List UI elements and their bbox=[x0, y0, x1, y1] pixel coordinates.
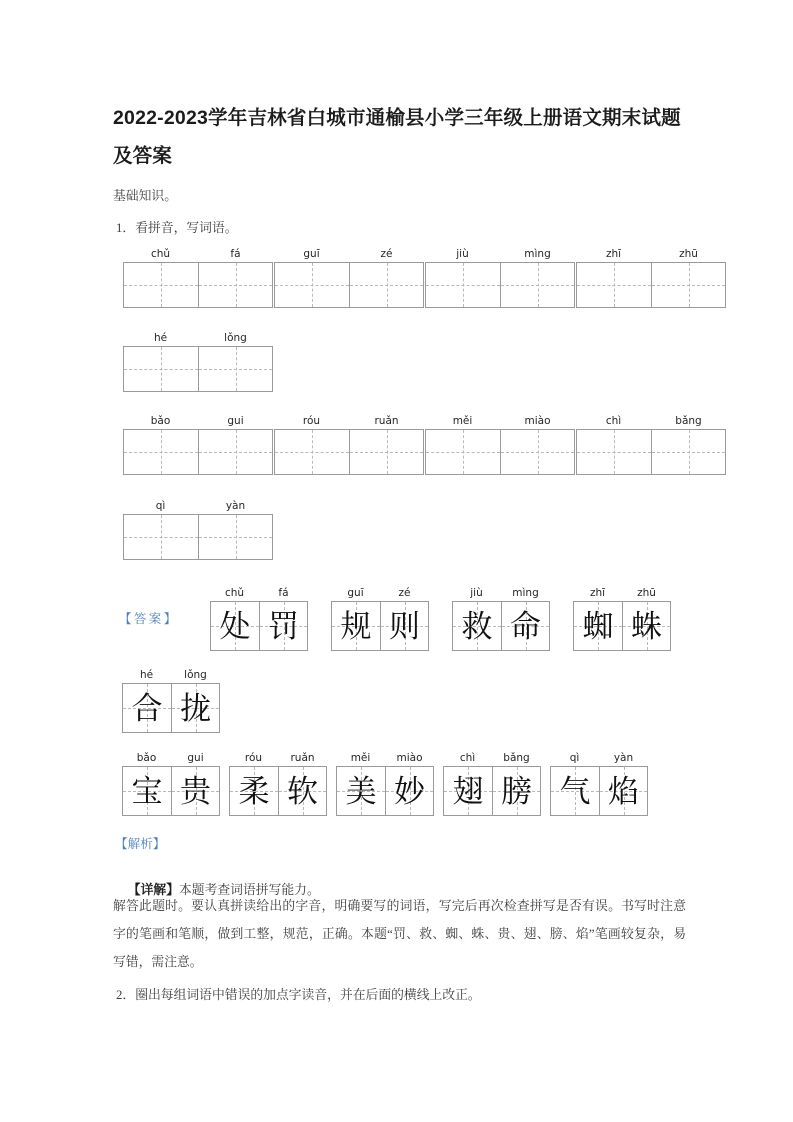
answer-char: 处 bbox=[219, 608, 251, 644]
grid-cell bbox=[171, 767, 219, 815]
answer-grid-group-2 bbox=[331, 587, 429, 651]
grid-cell bbox=[551, 767, 599, 815]
pinyin-row bbox=[331, 587, 429, 601]
pinyin-label: qì bbox=[569, 752, 580, 764]
grid-cell[interactable] bbox=[124, 347, 198, 391]
answer-char: 合 bbox=[131, 690, 163, 726]
pinyin-label: miào bbox=[396, 752, 423, 764]
pinyin-label: yàn bbox=[613, 752, 634, 764]
tianzige-grid[interactable] bbox=[425, 262, 575, 308]
pinyin-row bbox=[229, 752, 327, 766]
pinyin-label: zé bbox=[380, 248, 393, 260]
detail-label: 【详解】 bbox=[127, 883, 179, 897]
pinyin-label: qì bbox=[155, 500, 166, 512]
answer-char: 美 bbox=[345, 773, 377, 809]
pinyin-grid-group-6 bbox=[123, 415, 273, 475]
tianzige-grid bbox=[229, 766, 327, 816]
tianzige-grid bbox=[122, 766, 220, 816]
pinyin-label: chì bbox=[459, 752, 476, 764]
grid-cell bbox=[123, 767, 171, 815]
pinyin-row bbox=[210, 587, 308, 601]
pinyin-label: róu bbox=[244, 752, 263, 764]
answer-char: 膀 bbox=[501, 773, 532, 809]
answer-char: 贵 bbox=[180, 773, 211, 809]
answer-char: 规 bbox=[340, 608, 372, 644]
tianzige-grid[interactable] bbox=[576, 262, 726, 308]
pinyin-label: zé bbox=[398, 587, 411, 599]
grid-cell[interactable] bbox=[651, 263, 725, 307]
grid-cell bbox=[337, 767, 385, 815]
answer-grid-group-10 bbox=[550, 752, 648, 816]
grid-cell[interactable] bbox=[198, 263, 272, 307]
pinyin-label: hé bbox=[153, 332, 168, 344]
pinyin-label: zhī bbox=[605, 248, 622, 260]
pinyin-row bbox=[573, 587, 671, 601]
pinyin-label: chì bbox=[605, 415, 622, 427]
grid-cell bbox=[123, 684, 171, 732]
pinyin-label: zhū bbox=[637, 587, 656, 599]
tianzige-grid bbox=[210, 601, 308, 651]
answer-grid-group-4 bbox=[573, 587, 671, 651]
pinyin-label: mìng bbox=[512, 587, 539, 599]
answer-char: 气 bbox=[559, 773, 591, 809]
tianzige-grid bbox=[336, 766, 434, 816]
answer-grid-group-6 bbox=[122, 752, 220, 816]
grid-cell bbox=[278, 767, 326, 815]
pinyin-label: chǔ bbox=[224, 587, 245, 599]
pinyin-label: mìng bbox=[524, 248, 551, 260]
answer-grid-group-1 bbox=[210, 587, 308, 651]
pinyin-grid-group-2 bbox=[274, 248, 424, 308]
grid-cell[interactable] bbox=[198, 430, 272, 474]
pinyin-label: bǎng bbox=[675, 415, 702, 427]
pinyin-label: lǒng bbox=[224, 332, 247, 344]
grid-cell bbox=[259, 602, 307, 650]
pinyin-label: zhū bbox=[679, 248, 698, 260]
tianzige-grid bbox=[122, 683, 220, 733]
pinyin-label: chǔ bbox=[150, 248, 171, 260]
pinyin-label: jiù bbox=[470, 587, 483, 599]
pinyin-label: guī bbox=[303, 248, 320, 260]
grid-cell[interactable] bbox=[124, 515, 198, 559]
explanation-text: 解答此题时。要认真拼读给出的字音，明确要写的词语，写完后再次检查拼写是否有误。书写时注意字的笔画和笔顺，做到工整，规范，正确。本题“罚、救、蜘、蛛、贵、翅、膀、焰”笔画较复杂，易写错，需注意。 bbox=[113, 899, 686, 969]
tianzige-grid bbox=[550, 766, 648, 816]
pinyin-row bbox=[274, 415, 424, 429]
grid-cell bbox=[380, 602, 428, 650]
pinyin-grid-group-9 bbox=[576, 415, 726, 475]
grid-cell bbox=[599, 767, 647, 815]
grid-cell[interactable] bbox=[426, 263, 500, 307]
grid-cell bbox=[453, 602, 501, 650]
pinyin-row bbox=[122, 669, 220, 683]
pinyin-label: róu bbox=[302, 415, 321, 427]
grid-cell bbox=[230, 767, 278, 815]
answer-char: 则 bbox=[389, 608, 420, 644]
answer-char: 宝 bbox=[131, 773, 163, 809]
pinyin-row bbox=[452, 587, 550, 601]
answer-grid-group-5 bbox=[122, 669, 220, 733]
pinyin-grid-group-7 bbox=[274, 415, 424, 475]
pinyin-row bbox=[550, 752, 648, 766]
detail-text: 本题考查词语拼写能力。 bbox=[178, 883, 320, 897]
answer-char: 罚 bbox=[268, 608, 299, 644]
pinyin-label: jiù bbox=[456, 248, 469, 260]
grid-cell bbox=[622, 602, 670, 650]
grid-cell[interactable] bbox=[577, 263, 651, 307]
pinyin-row bbox=[576, 248, 726, 262]
pinyin-row bbox=[123, 332, 273, 346]
pinyin-label: fá bbox=[230, 248, 241, 260]
grid-cell[interactable] bbox=[198, 347, 272, 391]
grid-cell[interactable] bbox=[124, 430, 198, 474]
pinyin-label: ruǎn bbox=[290, 752, 315, 764]
pinyin-label: lǒng bbox=[184, 669, 207, 681]
pinyin-grid-group-1 bbox=[123, 248, 273, 308]
grid-cell[interactable] bbox=[349, 263, 423, 307]
pinyin-label: fá bbox=[278, 587, 289, 599]
tianzige-grid bbox=[452, 601, 550, 651]
grid-cell[interactable] bbox=[275, 263, 349, 307]
tianzige-grid bbox=[443, 766, 541, 816]
pinyin-row bbox=[123, 500, 273, 514]
answer-char: 焰 bbox=[608, 773, 639, 809]
pinyin-label: guī bbox=[347, 587, 364, 599]
page-title: 2022-2023学年吉林省白城市通榆县小学三年级上册语文期末试题及答案 bbox=[113, 107, 681, 167]
tianzige-grid[interactable] bbox=[425, 429, 575, 475]
answer-grid-group-9 bbox=[443, 752, 541, 816]
answer-char: 蛛 bbox=[631, 608, 662, 644]
pinyin-label: yàn bbox=[225, 500, 246, 512]
grid-cell[interactable] bbox=[124, 263, 198, 307]
grid-cell bbox=[171, 684, 219, 732]
pinyin-row bbox=[123, 248, 273, 262]
answer-char: 翅 bbox=[452, 773, 484, 809]
pinyin-row bbox=[274, 248, 424, 262]
pinyin-grid-group-3 bbox=[425, 248, 575, 308]
pinyin-row bbox=[443, 752, 541, 766]
grid-cell[interactable] bbox=[426, 430, 500, 474]
grid-cell[interactable] bbox=[500, 263, 574, 307]
pinyin-label: měi bbox=[452, 415, 473, 427]
question-1-prompt: 1．看拼音，写词语。 bbox=[116, 221, 238, 235]
pinyin-row bbox=[122, 752, 220, 766]
analysis-label: 【解析】 bbox=[115, 837, 166, 851]
pinyin-row bbox=[425, 415, 575, 429]
answer-char: 妙 bbox=[394, 773, 425, 809]
tianzige-grid[interactable] bbox=[123, 514, 273, 560]
answer-char: 救 bbox=[461, 608, 493, 644]
grid-cell[interactable] bbox=[349, 430, 423, 474]
pinyin-label: bǎo bbox=[150, 415, 171, 427]
pinyin-label: zhī bbox=[589, 587, 606, 599]
pinyin-label: hé bbox=[139, 669, 154, 681]
answer-char: 拢 bbox=[180, 690, 211, 726]
grid-cell bbox=[332, 602, 380, 650]
answer-char: 柔 bbox=[238, 773, 270, 809]
grid-cell[interactable] bbox=[275, 430, 349, 474]
grid-cell bbox=[444, 767, 492, 815]
grid-cell bbox=[501, 602, 549, 650]
pinyin-grid-group-10 bbox=[123, 500, 273, 560]
answer-char: 命 bbox=[510, 608, 541, 644]
pinyin-label: ruǎn bbox=[374, 415, 399, 427]
pinyin-grid-group-5 bbox=[123, 332, 273, 392]
pinyin-label: gui bbox=[187, 752, 204, 764]
tianzige-grid[interactable] bbox=[274, 429, 424, 475]
question-2-prompt: 2．圈出每组词语中错误的加点字读音，并在后面的横线上改正。 bbox=[116, 988, 481, 1002]
answer-grid-group-3 bbox=[452, 587, 550, 651]
pinyin-label: bǎo bbox=[136, 752, 157, 764]
answer-grid-group-7 bbox=[229, 752, 327, 816]
grid-cell[interactable] bbox=[198, 515, 272, 559]
pinyin-grid-group-8 bbox=[425, 415, 575, 475]
tianzige-grid[interactable] bbox=[123, 346, 273, 392]
pinyin-label: gui bbox=[227, 415, 244, 427]
tianzige-grid bbox=[573, 601, 671, 651]
grid-cell[interactable] bbox=[577, 430, 651, 474]
grid-cell bbox=[492, 767, 540, 815]
grid-cell[interactable] bbox=[500, 430, 574, 474]
tianzige-grid[interactable] bbox=[576, 429, 726, 475]
pinyin-row bbox=[123, 415, 273, 429]
pinyin-row bbox=[576, 415, 726, 429]
answer-char: 软 bbox=[287, 773, 318, 809]
pinyin-grid-group-4 bbox=[576, 248, 726, 308]
grid-cell bbox=[211, 602, 259, 650]
grid-cell[interactable] bbox=[651, 430, 725, 474]
intro-text: 基础知识。 bbox=[113, 189, 177, 203]
tianzige-grid[interactable] bbox=[274, 262, 424, 308]
tianzige-grid[interactable] bbox=[123, 262, 273, 308]
pinyin-row bbox=[336, 752, 434, 766]
grid-cell bbox=[574, 602, 622, 650]
answer-grid-group-8 bbox=[336, 752, 434, 816]
tianzige-grid bbox=[331, 601, 429, 651]
tianzige-grid[interactable] bbox=[123, 429, 273, 475]
grid-cell bbox=[385, 767, 433, 815]
answer-label: 【答案】 bbox=[119, 612, 179, 626]
pinyin-label: bǎng bbox=[503, 752, 530, 764]
pinyin-row bbox=[425, 248, 575, 262]
pinyin-label: miào bbox=[524, 415, 551, 427]
answer-char: 蜘 bbox=[582, 608, 614, 644]
pinyin-label: měi bbox=[350, 752, 371, 764]
